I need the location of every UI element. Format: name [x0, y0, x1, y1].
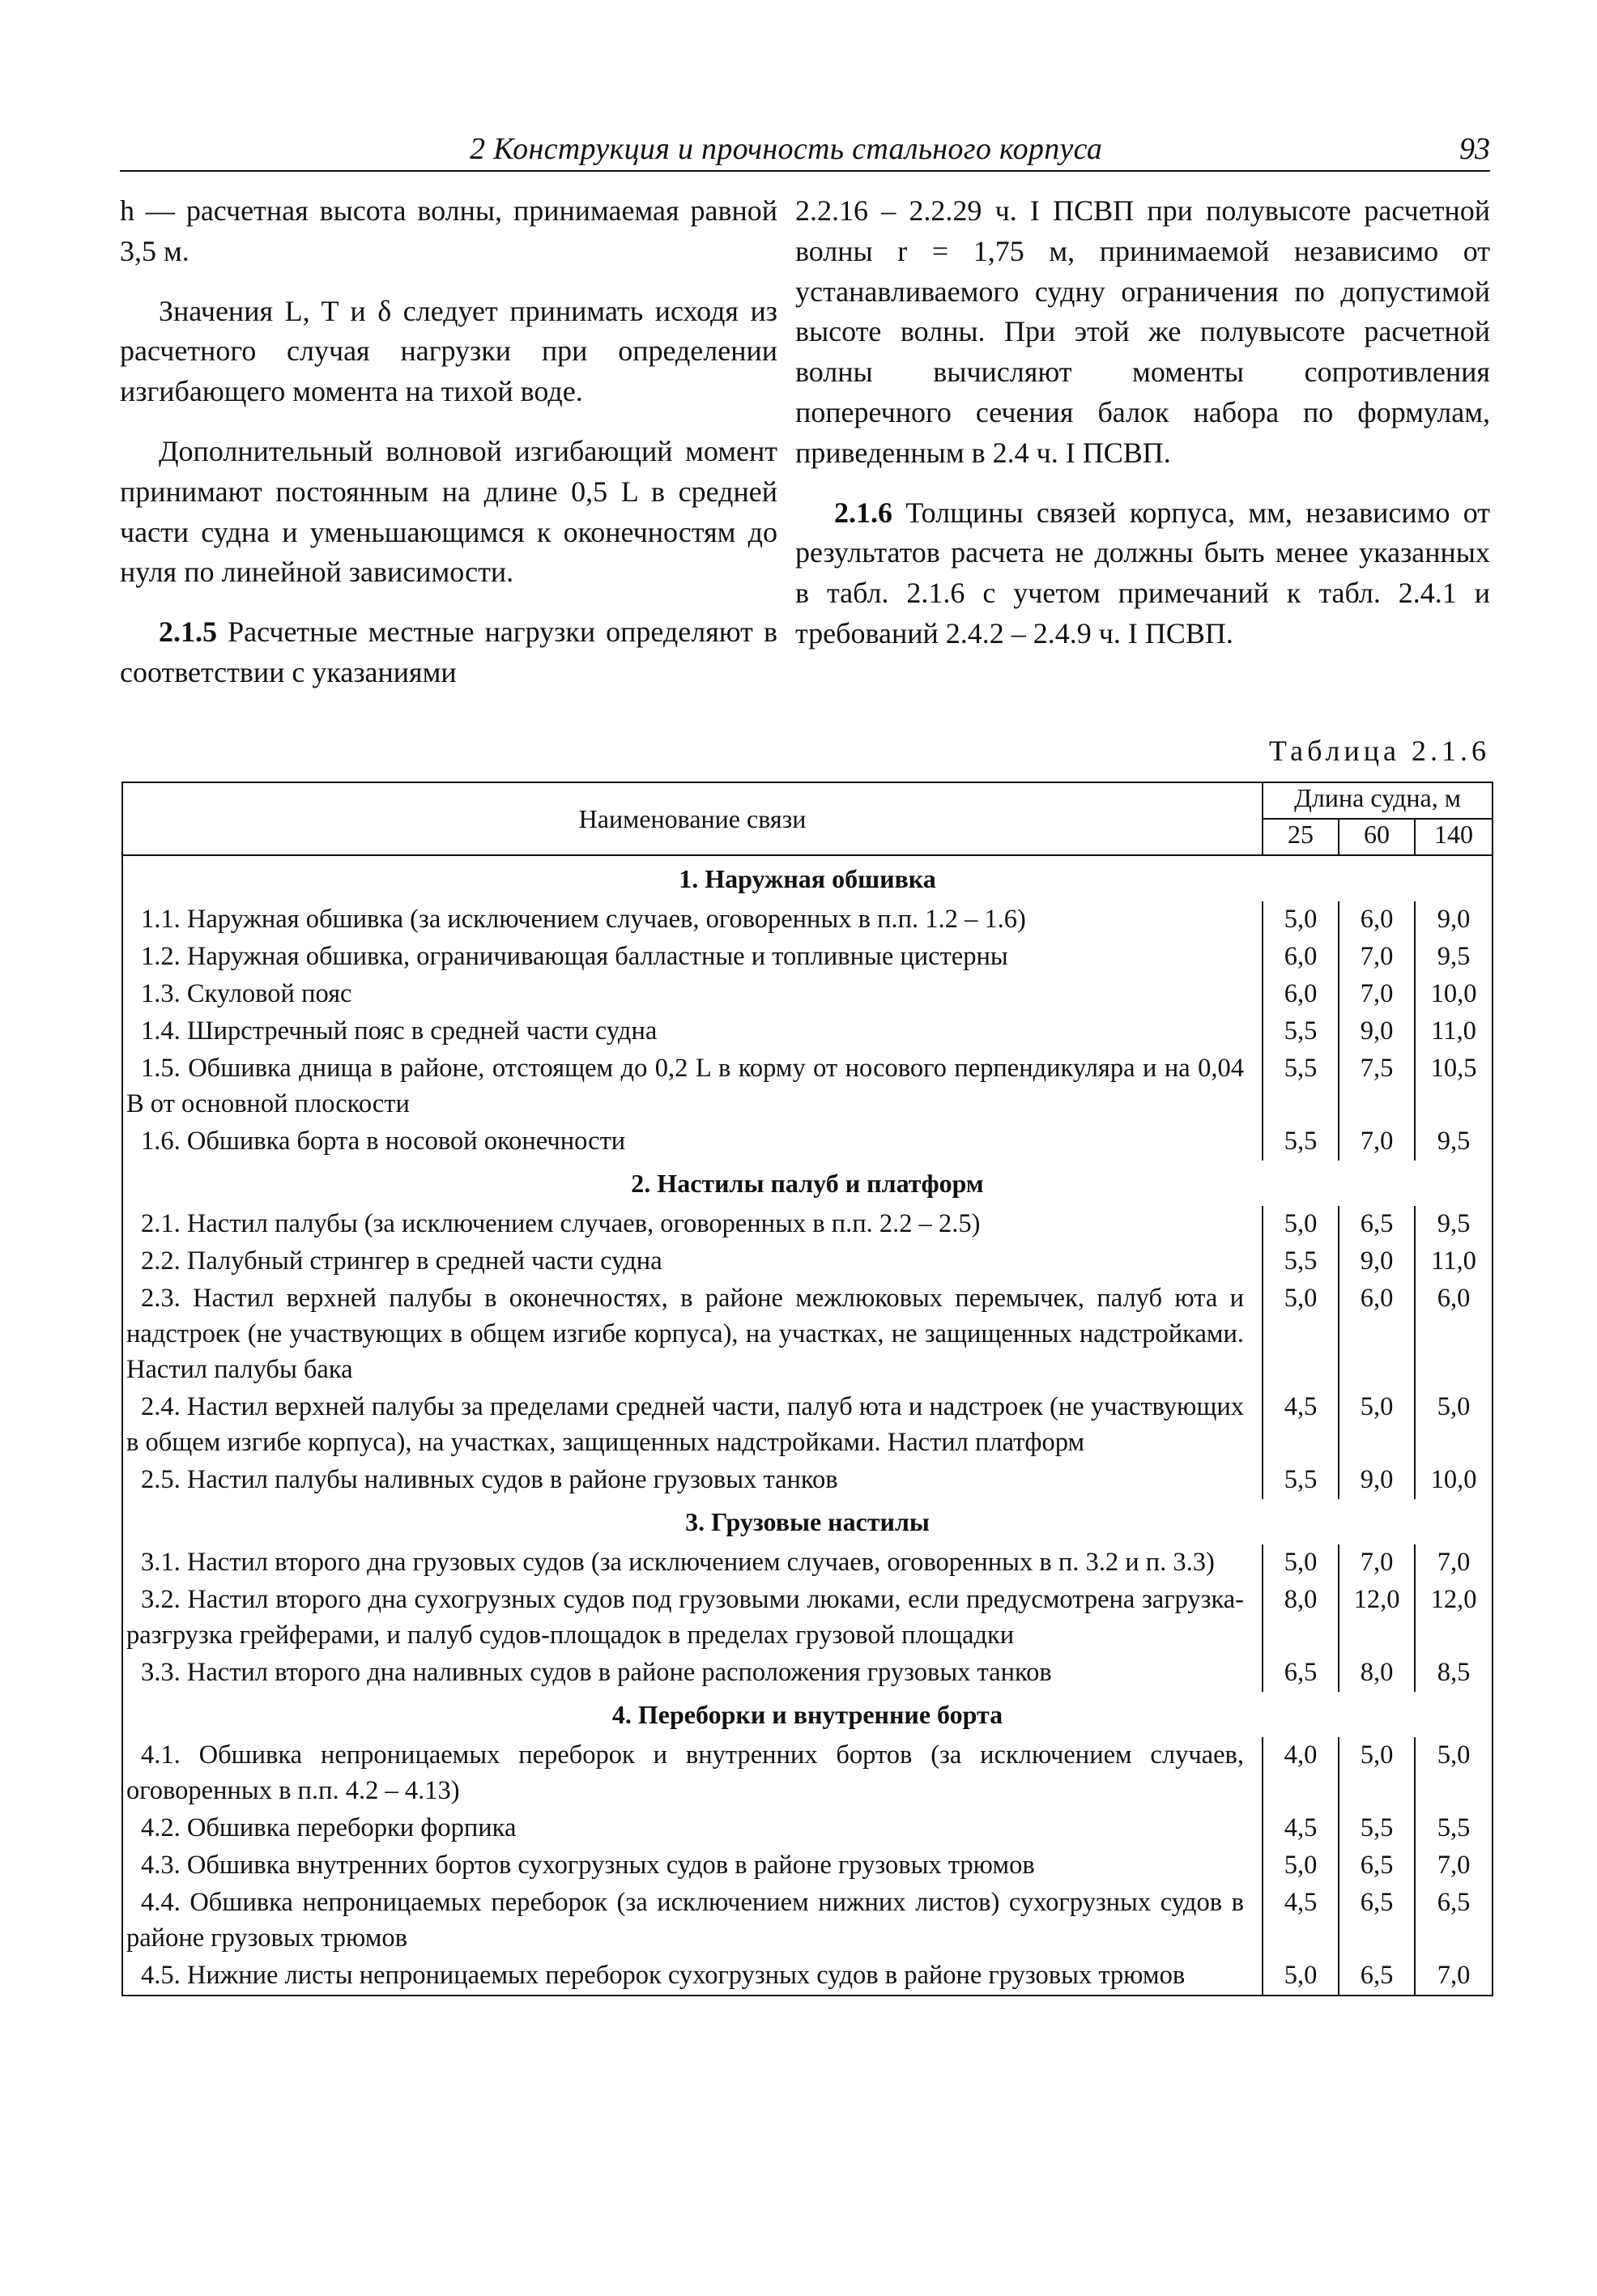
paragraph-text: Расчетные местные нагрузки определяют в соответствии с указаниями	[120, 616, 777, 688]
row-name-cell: 1.5. Обшивка днища в районе, отстоящем до 0,2 L в корму от носового перпендикуляра и на 0,04 B от основной плоскости	[126, 1054, 1244, 1118]
thickness-cell: 6,5	[1339, 1206, 1415, 1243]
row-name-cell: 1.4. Ширстречный пояс в средней части судна	[141, 1016, 658, 1046]
thickness-cell: 7,0	[1339, 976, 1415, 1013]
table-section-heading	[123, 855, 1492, 901]
row-name-cell: 2.2. Палубный стрингер в средней части судна	[141, 1246, 662, 1276]
row-name-cell: 4.2. Обшивка переборки форпика	[141, 1813, 517, 1842]
running-title: 2 Конструкция и прочность стального корпуса	[470, 132, 1103, 166]
thickness-cell: 8,0	[1339, 1655, 1415, 1692]
thickness-cell: 10,5	[1415, 1050, 1492, 1123]
thickness-cell: 12,0	[1339, 1582, 1415, 1655]
thickness-cell: 7,0	[1339, 1123, 1415, 1161]
thickness-cell: 7,5	[1339, 1050, 1415, 1123]
row-name-cell: 3.3. Настил второго дна наливных судов в районе расположения грузовых танков	[141, 1658, 1052, 1687]
thickness-cell: 5,0	[1339, 1389, 1415, 1462]
thickness-cell: 9,0	[1339, 1462, 1415, 1499]
table-row	[123, 1389, 1492, 1462]
table-section-heading	[123, 1499, 1492, 1544]
running-header	[120, 120, 1490, 172]
thickness-cell: 5,0	[1263, 1957, 1339, 1995]
table-row	[123, 901, 1492, 939]
row-name-cell: 4.4. Обшивка непроницаемых переборок (за исключением нижних листов) сухогрузных судов в районе грузовых трюмов	[126, 1888, 1244, 1953]
thickness-cell: 6,5	[1339, 1957, 1415, 1995]
table-section-heading	[123, 1161, 1492, 1206]
row-name-cell: 3.1. Настил второго дна грузовых судов (за исключением случаев, оговоренных в п. 3.2 и п. 3.3)	[141, 1548, 1215, 1577]
column-header-length: 140	[1415, 819, 1492, 855]
thickness-cell: 10,0	[1415, 1462, 1492, 1499]
table-row	[123, 1013, 1492, 1050]
right-column	[795, 191, 1490, 654]
left-column	[120, 191, 777, 693]
thickness-cell: 9,5	[1415, 1206, 1492, 1243]
paragraph	[795, 493, 1490, 654]
row-name-cell: 1.2. Наружная обшивка, ограничивающая балластные и топливные цистерны	[141, 942, 1008, 971]
row-name-cell: 4.5. Нижние листы непроницаемых переборок сухогрузных судов в районе грузовых трюмов	[141, 1961, 1186, 1990]
thickness-cell: 6,5	[1339, 1885, 1415, 1957]
table-row	[123, 1050, 1492, 1123]
table-row	[123, 1544, 1492, 1582]
paragraph	[120, 612, 777, 693]
row-name-cell: 4.3. Обшивка внутренних бортов сухогрузных судов в районе грузовых трюмов	[141, 1851, 1035, 1880]
thickness-cell: 9,0	[1339, 1013, 1415, 1050]
thickness-cell: 6,5	[1263, 1655, 1339, 1692]
section-title: 1. Наружная обшивка	[679, 863, 936, 893]
thickness-cell: 6,0	[1263, 939, 1339, 976]
thickness-cell: 5,5	[1339, 1810, 1415, 1847]
thickness-cell: 7,0	[1415, 1847, 1492, 1885]
paragraph: Значения L, T и δ следует принимать исходя из расчетного случая нагрузки при определении изгибающего момента на тихой воде.	[120, 294, 777, 408]
table-row	[123, 1655, 1492, 1692]
thickness-cell: 9,0	[1339, 1243, 1415, 1280]
thickness-cell: 5,0	[1263, 1544, 1339, 1582]
row-name-cell: 1.3. Скуловой пояс	[141, 979, 352, 1008]
column-header-length: 60	[1339, 819, 1415, 855]
table-row	[123, 1847, 1492, 1885]
table-row	[123, 1462, 1492, 1499]
table-row	[123, 1243, 1492, 1280]
row-name-cell: 2.1. Настил палубы (за исключением случаев, оговоренных в п.п. 2.2 – 2.5)	[141, 1209, 981, 1238]
clause-number: 2.1.6	[834, 496, 892, 529]
thickness-cell: 11,0	[1415, 1243, 1492, 1280]
thickness-cell: 6,0	[1415, 1280, 1492, 1389]
thickness-cell: 6,5	[1339, 1847, 1415, 1885]
thickness-cell: 12,0	[1415, 1582, 1492, 1655]
table-row	[123, 1582, 1492, 1655]
table-row	[123, 1123, 1492, 1161]
thickness-cell: 9,5	[1415, 1123, 1492, 1161]
thickness-cell: 9,0	[1415, 901, 1492, 939]
section-title: 2. Настилы палуб и платформ	[631, 1168, 984, 1198]
thickness-cell: 5,5	[1263, 1013, 1339, 1050]
table-row	[123, 1885, 1492, 1957]
column-header-length-group: Длина судна, м	[1263, 783, 1492, 819]
thickness-cell: 5,0	[1263, 1847, 1339, 1885]
thickness-cell: 6,5	[1415, 1885, 1492, 1957]
table-row	[123, 1810, 1492, 1847]
thickness-cell: 10,0	[1415, 976, 1492, 1013]
thickness-cell: 5,0	[1263, 1206, 1339, 1243]
paragraph: Дополнительный волновой изгибающий момент принимают постоянным на длине 0,5 L в средней части судна и уменьшающимся к оконечностям до нуля по линейной зависимости.	[120, 434, 777, 589]
thickness-cell: 5,0	[1415, 1737, 1492, 1810]
column-header-name: Наименование связи	[123, 783, 1263, 855]
thickness-cell: 6,0	[1339, 901, 1415, 939]
row-name-cell: 2.5. Настил палубы наливных судов в районе грузовых танков	[141, 1465, 838, 1494]
paragraph: h — расчетная высота волны, принимаемая равной 3,5 м.	[120, 194, 777, 267]
table-row	[123, 939, 1492, 976]
page-number: 93	[1459, 132, 1490, 166]
row-name-cell: 2.3. Настил верхней палубы в оконечностях, в районе межлюковых перемычек, палуб юта и надстроек (не участвующих в общем изгибе корпуса), на участках, не защищенных надстройками. Настил палубы бака	[126, 1284, 1244, 1384]
thickness-cell: 7,0	[1415, 1544, 1492, 1582]
thickness-cell: 5,5	[1263, 1243, 1339, 1280]
row-name-cell: 3.2. Настил второго дна сухогрузных судов под грузовыми люками, если предусмотрена загрузка-разгрузка грейферами, и палуб судов-площадок в пределах грузовой площадки	[126, 1585, 1244, 1650]
thickness-cell: 4,5	[1263, 1885, 1339, 1957]
table-row	[123, 1280, 1492, 1389]
thickness-cell: 6,0	[1263, 976, 1339, 1013]
table-row	[123, 1957, 1492, 1995]
thickness-cell: 4,5	[1263, 1389, 1339, 1462]
thickness-cell: 5,5	[1415, 1810, 1492, 1847]
table-row	[123, 1206, 1492, 1243]
table-row	[123, 1737, 1492, 1810]
thickness-cell: 6,0	[1339, 1280, 1415, 1389]
thickness-cell: 5,5	[1263, 1050, 1339, 1123]
column-header-length: 25	[1263, 819, 1339, 855]
row-name-cell: 2.4. Настил верхней палубы за пределами средней части, палуб юта и надстроек (не участвующих в общем изгибе корпуса), на участках, защищенных надстройками. Настил платформ	[126, 1392, 1244, 1457]
thickness-cell: 8,5	[1415, 1655, 1492, 1692]
row-name-cell: 4.1. Обшивка непроницаемых переборок и внутренних бортов (за исключением случаев, оговоренных в п.п. 4.2 – 4.13)	[126, 1740, 1244, 1805]
thickness-cell: 7,0	[1339, 939, 1415, 976]
thickness-cell: 4,5	[1263, 1810, 1339, 1847]
thickness-table	[121, 782, 1493, 1996]
clause-number: 2.1.5	[159, 616, 217, 649]
row-name-cell: 1.6. Обшивка борта в носовой оконечности	[141, 1127, 626, 1156]
section-title: 4. Переборки и внутренние борта	[611, 1699, 1003, 1729]
thickness-cell: 5,5	[1263, 1462, 1339, 1499]
section-title: 3. Грузовые настилы	[685, 1506, 930, 1536]
thickness-cell: 5,0	[1263, 901, 1339, 939]
table-caption: Таблица 2.1.6	[1269, 735, 1490, 767]
row-name-cell: 1.1. Наружная обшивка (за исключением случаев, оговоренных в п.п. 1.2 – 1.6)	[141, 905, 1026, 934]
thickness-cell: 4,0	[1263, 1737, 1339, 1810]
paragraph-text: Толщины связей корпуса, мм, независимо от результатов расчета не должны быть менее указанных в табл. 2.1.6 с учетом примечаний к табл. 2.4.1 и требований 2.4.2 – 2.4.9 ч. I ПСВП.	[795, 496, 1490, 650]
thickness-cell: 9,5	[1415, 939, 1492, 976]
thickness-cell: 5,5	[1263, 1123, 1339, 1161]
thickness-cell: 5,0	[1415, 1389, 1492, 1462]
paragraph: 2.2.16 – 2.2.29 ч. I ПСВП при полувысоте расчетной волны r = 1,75 м, принимаемой независимо от устанавливаемого судну ограничения по допустимой высоте волны. При этой же полувысоте расчетной волны вычисляют моменты сопротивления поперечного сечения балок набора по формулам, приведенным в 2.4 ч. I ПСВП.	[795, 194, 1490, 469]
thickness-cell: 7,0	[1339, 1544, 1415, 1582]
table-row	[123, 976, 1492, 1013]
thickness-cell: 11,0	[1415, 1013, 1492, 1050]
thickness-cell: 7,0	[1415, 1957, 1492, 1995]
table-section-heading	[123, 1692, 1492, 1737]
thickness-cell: 5,0	[1339, 1737, 1415, 1810]
thickness-cell: 5,0	[1263, 1280, 1339, 1389]
thickness-cell: 8,0	[1263, 1582, 1339, 1655]
